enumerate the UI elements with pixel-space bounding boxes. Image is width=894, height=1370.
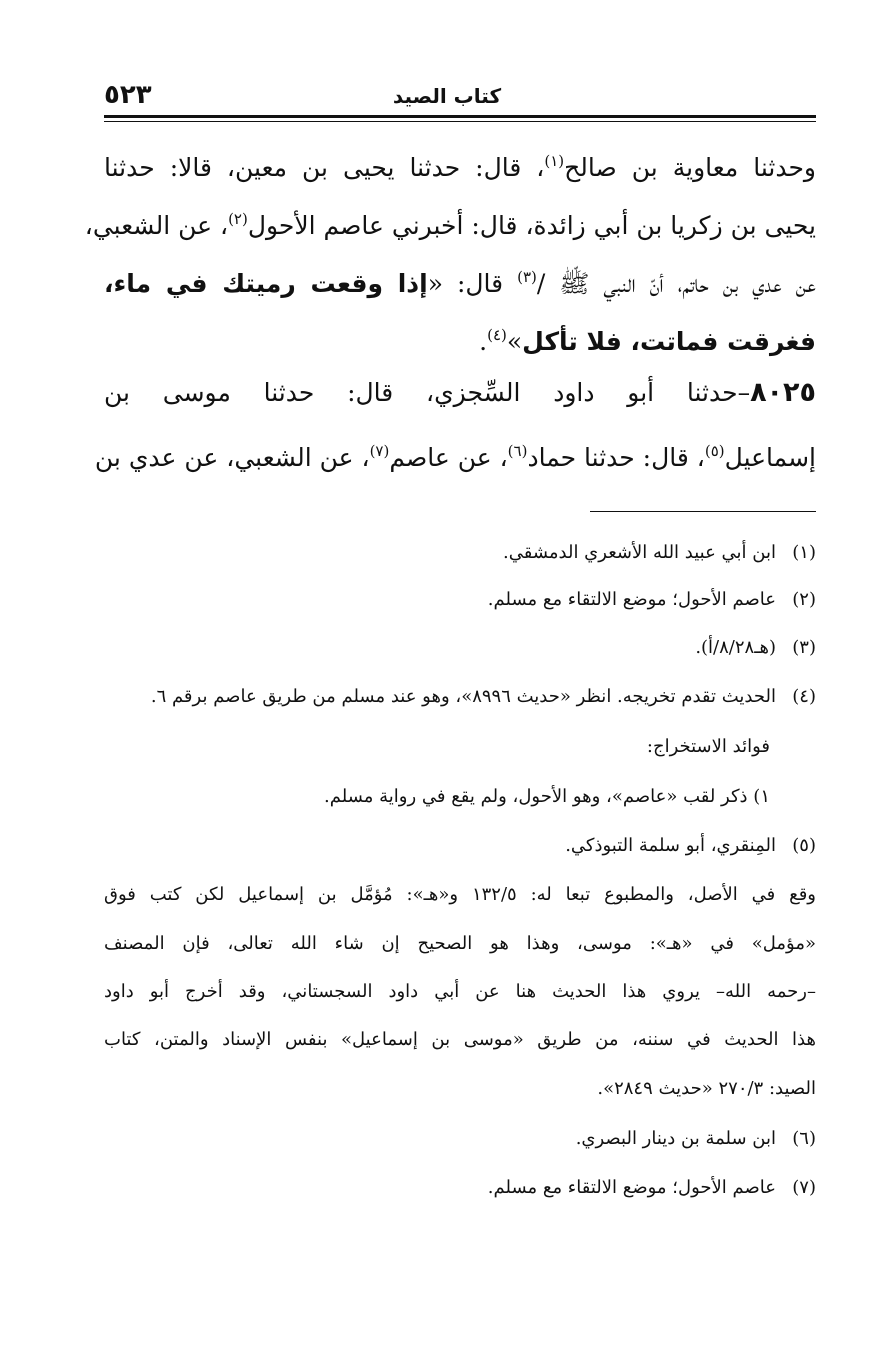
footnote-5-line: الصيد: ٢٧٠/٣ «حديث ٢٨٤٩». xyxy=(597,1078,816,1099)
footnote-5: (٥)المِنقري، أبو سلمة التبوذكي. xyxy=(565,835,816,856)
footnote-ref: (٧) xyxy=(369,442,390,460)
header-rule-thin xyxy=(104,121,816,122)
footnotes xyxy=(104,530,816,1212)
footnote-4: (٤)الحديث تقدم تخريجه. انظر «حديث ٨٩٩٦»، وهو عند مسلم من طريق عاصم برقم ٦. xyxy=(150,686,816,707)
footnote-5-line: «مؤمل» في «هـ»: موسى، وهذا هو الصحيح إن شاء الله تعالى، فإن المصنف xyxy=(104,933,816,954)
header-rule-thick xyxy=(104,115,816,118)
footnote-separator xyxy=(590,511,816,512)
footnote-4-item: ١) ذكر لقب «عاصم»، وهو الأحول، ولم يقع في رواية مسلم. xyxy=(324,786,770,807)
text-line-6: إسماعيل$^{(٥)}$، قال: حدثنا حماد$^{(٦)}$، عن عاصم$^{(٧)}$، عن الشعبي، عن عدي بن xyxy=(94,442,816,472)
footnote-ref: (٦) xyxy=(507,442,528,460)
footnote-ref: (٤) xyxy=(487,326,507,344)
footnote-ref: (٢) xyxy=(228,210,248,228)
footnote-ref: (٥) xyxy=(704,442,725,460)
page-number: ٥٢٣ xyxy=(104,80,152,110)
footnote-ref: (٣) xyxy=(517,268,537,286)
footnote-5-line: هذا الحديث في سننه، من طريق «موسى بن إسماعيل» بنفس الإسناد والمتن، كتاب xyxy=(104,1029,816,1050)
running-header-title: كتاب الصيد xyxy=(392,84,502,108)
footnote-3: (٣)(هـ٨/٢٨/أ). xyxy=(695,637,816,658)
footnote-7: (٧)عاصم الأحول؛ موضع الالتقاء مع مسلم. xyxy=(487,1177,816,1198)
text-line-1: وحدثنا معاوية بن صالح$^{(١)}$، قال: حدثنا يحيى بن معين، قالا: حدثنا xyxy=(104,152,816,182)
main-text xyxy=(84,132,816,480)
hadith-text-bold: فغرقت فماتت، فلا تأكل xyxy=(522,327,816,356)
footnote-5-line: –رحمه الله– يروي هذا الحديث هنا عن أبي داود السجستاني، وقد أخرج أبو داود xyxy=(104,981,816,1002)
text-line-5: ٨٠٢٥–حدثنا أبو داود السِّجزي، قال: حدثنا موسى بن xyxy=(104,377,816,408)
text-line-3: عن عدي بن حاتم، أنّ النبي ﷺ /$^{(٣)}$ قال: «إذا وقعت رميتك في ماء، xyxy=(104,268,816,298)
footnote-ref: (١) xyxy=(544,152,565,170)
hadith-text-bold: إذا وقعت رميتك في ماء، xyxy=(104,269,428,298)
footnote-6: (٦)ابن سلمة بن دينار البصري. xyxy=(575,1128,816,1149)
footnote-2: (٢)عاصم الأحول؛ موضع الالتقاء مع مسلم. xyxy=(487,589,816,610)
text-line-2: يحيى بن زكريا بن أبي زائدة، قال: أخبرني عاصم الأحول$^{(٢)}$، عن الشعبي، xyxy=(84,210,816,240)
footnote-5-line: وقع في الأصل، والمطبوع تبعا له: ١٣٢/٥ و«هـ»: مُؤمَّل بن إسماعيل لكن كتب فوق xyxy=(104,884,816,905)
footnote-4-heading: فوائد الاستخراج: xyxy=(646,736,770,757)
footnote-1: (١)ابن أبي عبيد الله الأشعري الدمشقي. xyxy=(503,542,816,563)
text-line-4: فغرقت فماتت، فلا تأكل»$^{(٤)}$. xyxy=(479,326,816,356)
hadith-number: ٨٠٢٥ xyxy=(750,377,816,408)
